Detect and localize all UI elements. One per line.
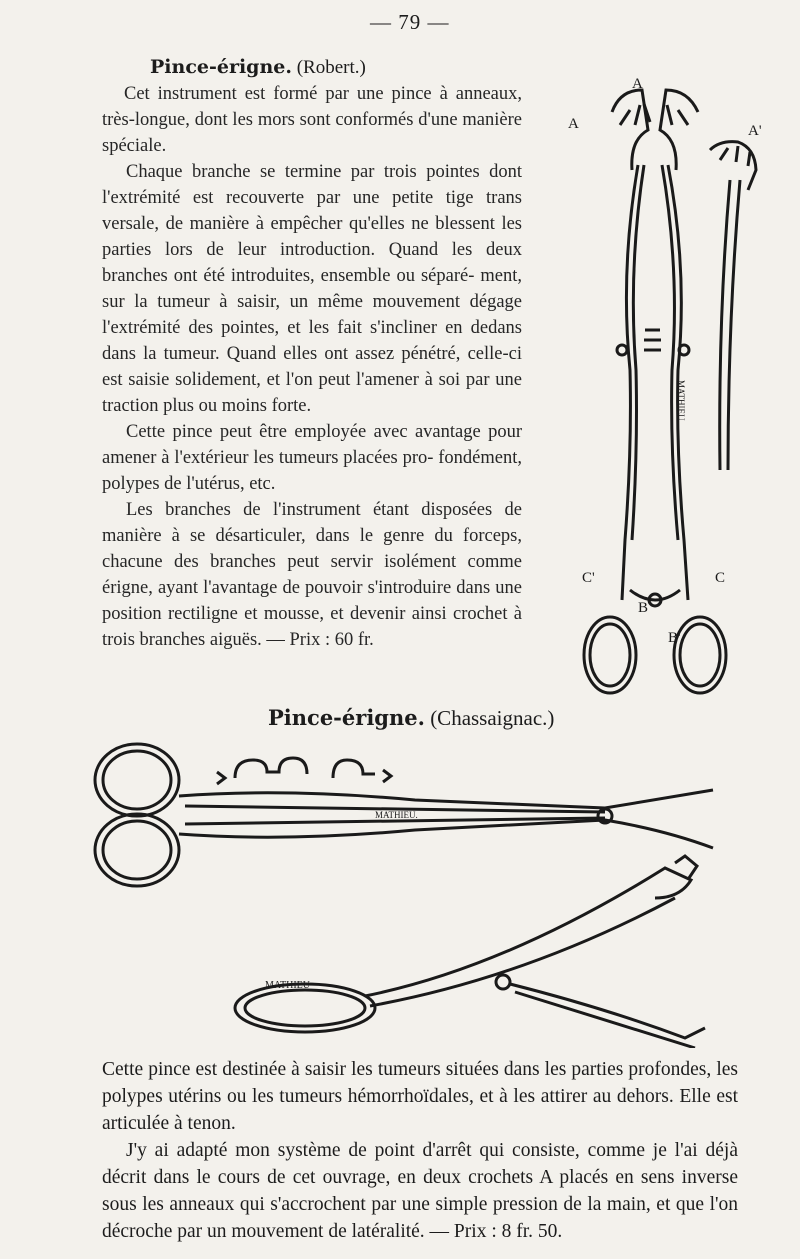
- heading-author: (Chassaignac.): [430, 706, 555, 730]
- section-robert: [102, 54, 522, 653]
- label-c-prime: C': [582, 570, 595, 586]
- label-a-top: A: [632, 76, 643, 92]
- paragraph: Cet instrument est formé par une pince à anneaux, très-longue, dont les mors sont conformés d'une manière spéciale.: [102, 84, 522, 156]
- label-a-prime: A': [748, 123, 762, 139]
- figure-chassaignac-pince: [85, 738, 725, 1048]
- paragraph: Cette pince est destinée à saisir les tumeurs situées dans les parties profondes, les polypes utérins ou les tumeurs hémorrhoïdales, et à les attirer au dehors. Elle est articulée à tenon.: [102, 1059, 738, 1134]
- page-number: — 79 —: [370, 10, 450, 34]
- engraver-mark-fig1: MATHIEU: [676, 380, 686, 421]
- paragraph: Cette pince peut être employée avec avantage pour amener à l'extérieur les tumeurs placées pro- fondément, polypes de l'utérus, etc.: [102, 422, 522, 494]
- pince-illustration: [560, 70, 780, 700]
- section-heading-chassaignac: [268, 705, 554, 731]
- pince-illustration-horizontal: [85, 738, 725, 1048]
- heading-title: Pince-érigne.: [268, 705, 425, 730]
- heading-title: Pince-érigne.: [150, 56, 292, 78]
- paragraph: J'y ai adapté mon système de point d'arrêt qui consiste, comme je l'ai déjà décrit dans le cours de cet ouvrage, en deux crochets A placés en sens inverse sous les anneaux qui s'accrochent par une simple pression de la main, et que l'on décroche par un mouvement de latéralité. — Prix : 8 fr. 50.: [102, 1140, 738, 1242]
- engraver-mark-fig2-bottom: MATHIEU: [265, 980, 310, 991]
- section-chassaignac: [102, 1056, 738, 1245]
- paragraph: Chaque branche se termine par trois pointes dont l'extrémité est recouverte par une petite tige trans versale, de manière à empêcher qu'elles ne blessent les parties lors de leur introduction. Quand les deux branches ont été introduites, ensemble ou séparé- ment, sur la tumeur à saisir, un même mouvement dégage l'extrémité des pointes, et les fait s'incliner en dedans dans la tumeur. Quand elles ont assez pénétré, celle-ci est saisie solidement, et l'on peut l'amener à soi par une traction plus ou moins forte.: [102, 162, 522, 416]
- paragraph: Les branches de l'instrument étant disposées de manière à se désarticuler, dans le genre du forceps, chacune des branches peut servir isolément comme érigne, ayant l'avantage de pouvoir s'introduire dans une position rectiligne et mousse, et devenir ainsi crochet à trois branches aiguës. — Prix : 60 fr.: [102, 500, 522, 650]
- label-a: A: [568, 116, 579, 132]
- label-b: B: [638, 600, 649, 616]
- label-b-prime: B': [668, 630, 681, 646]
- engraver-mark-fig2-top: MATHIEU.: [375, 810, 418, 820]
- section-heading-robert: [102, 54, 522, 81]
- heading-author: (Robert.): [296, 57, 366, 78]
- label-c: C: [715, 570, 726, 586]
- figure-robert-pince: [560, 70, 780, 700]
